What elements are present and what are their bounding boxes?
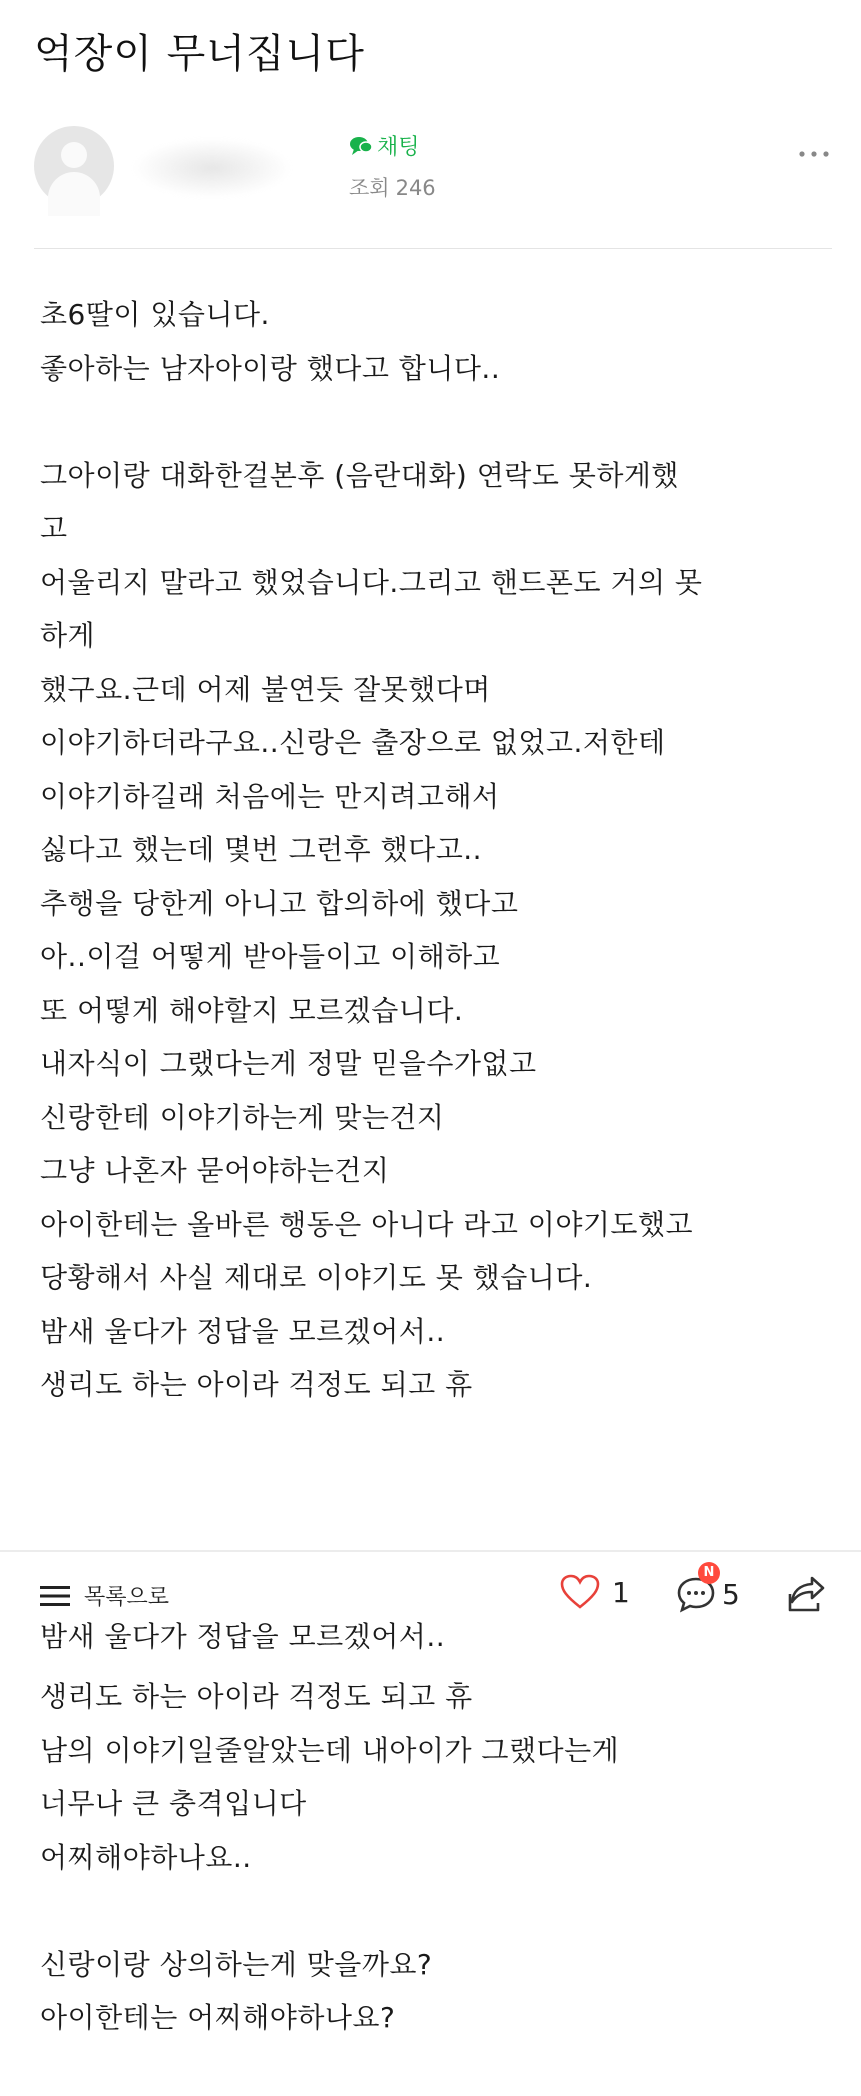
partially-hidden-line [40, 1620, 840, 1670]
post-title: 억장이 무너집니다 [34, 31, 365, 77]
body-line: 좋아하는 남자아이랑 했다고 합니다.. [40, 351, 501, 385]
blurred-author-name [132, 138, 292, 198]
body-line: 어찌해야하나요.. [40, 1840, 252, 1874]
body-line: 그냥 나혼자 묻어야하는건지 [40, 1154, 390, 1187]
author-row [34, 126, 834, 216]
body-line: 생리도 하는 아이라 걱정도 되고 휴 [40, 1368, 473, 1401]
body-line [40, 395, 840, 449]
chat-label: 채팅 [377, 135, 420, 160]
heart-icon [560, 1574, 600, 1610]
body-line: 초6딸이 있습니다. [40, 298, 270, 331]
body-line: 내자식이 그랬다는게 정말 믿을수가없고 [40, 1047, 537, 1080]
views-number: 246 [395, 176, 436, 200]
views-label: 조회 [349, 176, 390, 200]
body-line: 고 [40, 512, 68, 545]
body-line: 하게 [40, 619, 96, 652]
body-line: 아이한테는 어찌해야하나요? [40, 2001, 396, 2034]
body-line: 아..이걸 어떻게 받아들이고 이해하고 [40, 940, 501, 973]
body-line: 생리도 하는 아이라 걱정도 되고 휴 [40, 1680, 473, 1713]
menu-lines-icon [40, 1584, 70, 1608]
body-line: 밤새 울다가 정답을 모르겠어서.. [40, 1314, 446, 1348]
like-button[interactable] [560, 1574, 630, 1610]
view-count [349, 172, 442, 202]
comment-count: 5 [722, 1577, 740, 1611]
body-line: 어울리지 말라고 했었습니다.그리고 핸드폰도 거의 못 [40, 565, 703, 599]
body-line: 그아이랑 대화한걸본후 (음란대화) 연락도 못하게했 [40, 458, 679, 492]
body-line: 신랑한테 이야기하는게 맞는건지 [40, 1100, 445, 1134]
body-line: 했구요.근데 어제 불연듯 잘못했다며 [40, 672, 491, 706]
body-line: 이야기하길래 처음에는 만지려고해서 [40, 779, 500, 813]
chat-link[interactable] [349, 130, 420, 161]
speech-bubble-icon [349, 135, 373, 157]
body-line: 너무나 큰 충격입니다 [40, 1787, 307, 1820]
body-line [40, 1884, 840, 1938]
body-line: 당황해서 사실 제대로 이야기도 못 했습니다. [40, 1261, 593, 1294]
like-count: 1 [612, 1575, 630, 1609]
body-line: 신랑이랑 상의하는게 맞을까요? [40, 1947, 433, 1981]
body-line: 아이한테는 올바른 행동은 아니다 라고 이야기도했고 [40, 1207, 694, 1241]
post-body [40, 288, 840, 1412]
body-line: 싫다고 했는데 몇번 그런후 했다고.. [40, 833, 483, 866]
body-line: 남의 이야기일줄알았는데 내아이가 그랬다는게 [40, 1733, 620, 1767]
body-line: 또 어떻게 해야할지 모르겠습니다. [40, 993, 464, 1027]
new-badge: N [698, 1562, 720, 1584]
body-line: 이야기하더라구요..신랑은 출장으로 없었고.저한테 [40, 726, 666, 759]
comment-button[interactable] [676, 1565, 740, 1614]
body-line: 추행을 당한게 아니고 합의하에 했다고 [40, 886, 519, 920]
share-icon[interactable] [786, 1574, 826, 1614]
cut-line-text: 밤새 울다가 정답을 모르겠어서.. [40, 1620, 446, 1653]
more-dots-icon[interactable] [794, 144, 834, 164]
back-to-list-button[interactable] [40, 1580, 169, 1611]
post-body-continued [40, 1670, 840, 2045]
list-label: 목록으로 [84, 1585, 170, 1610]
header-divider [34, 248, 832, 249]
default-avatar-icon[interactable] [34, 126, 114, 206]
